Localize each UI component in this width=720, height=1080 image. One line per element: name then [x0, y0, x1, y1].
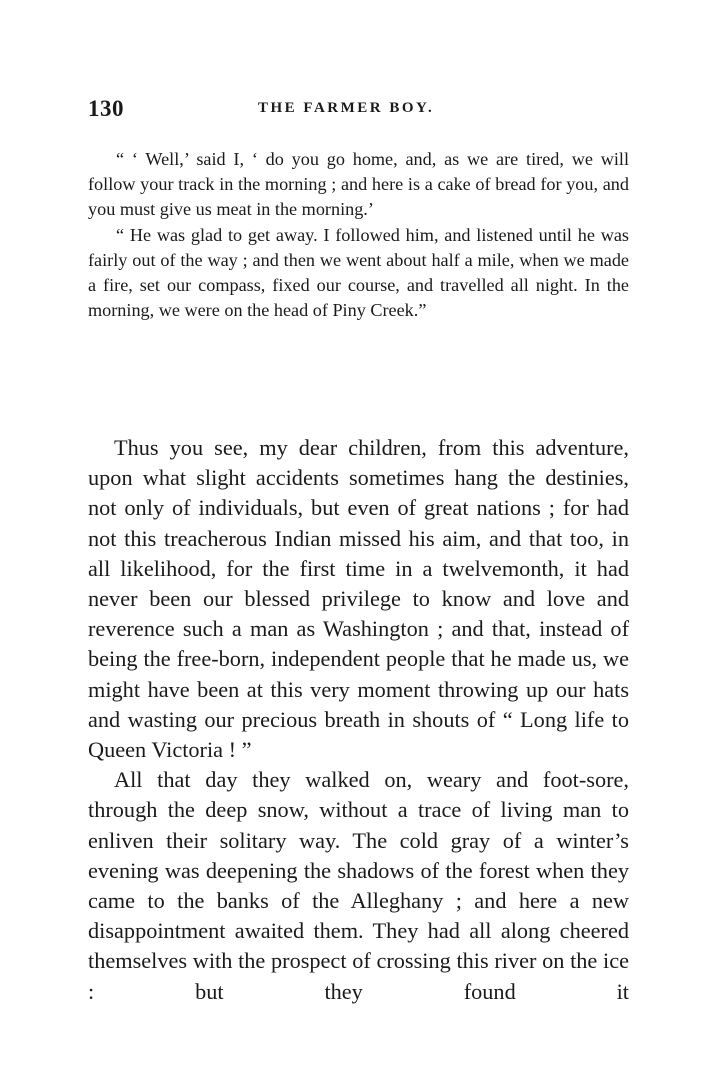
running-title: THE FARMER BOY. — [258, 100, 435, 116]
body-paragraph: All that day they walked on, weary and foot-sore, through the deep snow, without a trace of living man to enliven their solitary way. The cold gray of a winter’s evening was deepening the shadows of the forest when they came to the banks of the Alleghany ; and here a new disappointment awaited them. They had all along cheered themselves with the prospect of crossing this river on the ice : but they found it — [88, 767, 629, 1004]
body-text — [88, 433, 629, 1007]
page-header — [88, 96, 633, 126]
quote-paragraph: “ ‘ Well,’ said I, ‘ do you go home, and, as we are tired, we will follow your track in the morning ; and here is a cake of bread for you, and you must give us meat in the morning.’ — [88, 149, 629, 220]
page-number: 130 — [88, 96, 124, 121]
quote-paragraph: “ He was glad to get away. I followed him, and listened until he was fairly out of the way ; and then we went about half a mile, when we made a fire, set our compass, fixed our course, and travelled all night. In the morning, we were on the head of Piny Creek.” — [88, 224, 629, 321]
body-paragraph: Thus you see, my dear children, from this adventure, upon what slight accidents sometimes hang the destinies, not only of individuals, but even of great nations ; for had not this treacherous Indian missed his aim, and that too, in all likelihood, for the first time in a twelvemonth, it had never been our blessed privilege to know and love and reverence such a man as Washington ; and that, instead of being the free-born, independent people that he made us, we might have been at this very moment throwing up our hats and wasting our precious breath in shouts of “ Long life to Queen Victoria ! ” — [88, 435, 629, 763]
quoted-passage — [88, 147, 629, 323]
